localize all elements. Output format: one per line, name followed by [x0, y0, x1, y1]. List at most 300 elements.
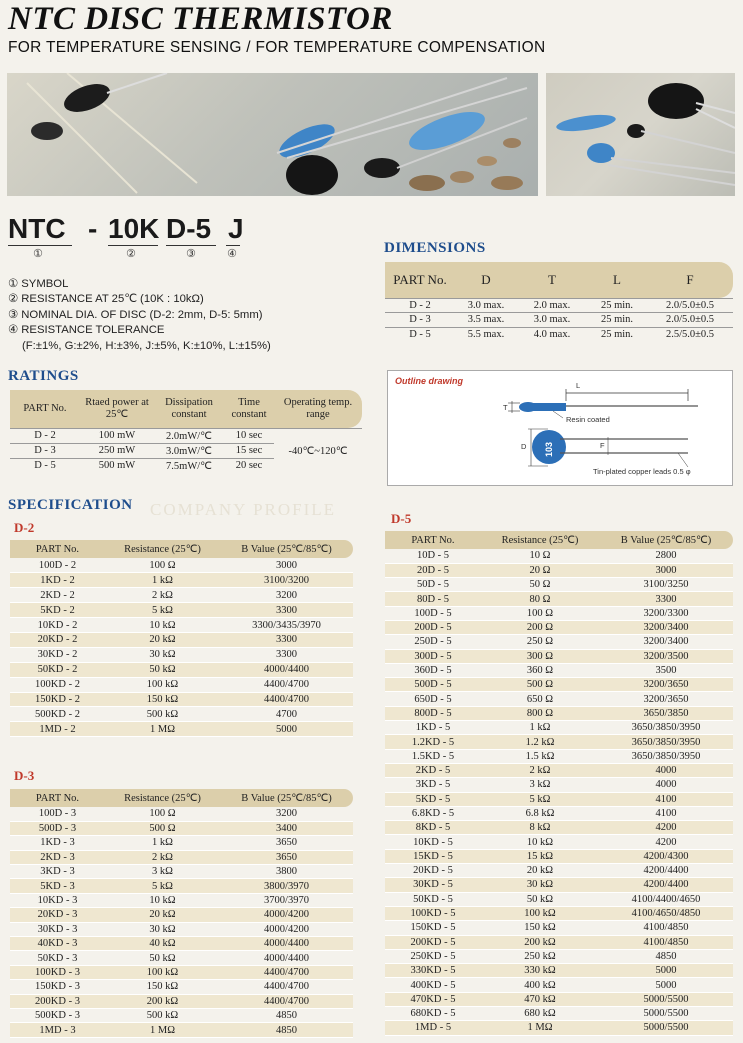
resistance-cell: 5 kΩ — [481, 792, 599, 806]
part-no-cell: 300D - 5 — [385, 649, 481, 663]
table-row — [10, 821, 353, 835]
ratings-table — [10, 390, 362, 473]
resistance-cell: 80 Ω — [481, 592, 599, 606]
b-value-cell: 3650/3850/3950 — [599, 749, 733, 763]
part-no-cell: 100KD - 2 — [10, 677, 105, 692]
b-value-cell: 4200 — [599, 821, 733, 835]
col-header: D — [481, 271, 491, 287]
table-row — [385, 592, 733, 606]
col-header: B Value (25℃/85℃) — [241, 544, 332, 555]
resistance-cell: 3 kΩ — [481, 778, 599, 792]
resistance-cell: 100 kΩ — [481, 906, 599, 920]
b-value-cell: 4000 — [599, 763, 733, 777]
spec-table-d2 — [10, 540, 353, 737]
pn-underline-3 — [166, 245, 216, 246]
cell: 25 min. — [587, 298, 647, 313]
part-no-cell: 10D - 5 — [385, 549, 481, 563]
cell: D - 5 — [385, 327, 455, 342]
pn-segment-diameter: D-5 — [166, 213, 212, 244]
col-header: Resistance (25℃) — [124, 544, 201, 555]
resistance-cell: 50 kΩ — [105, 951, 220, 965]
table-row — [10, 908, 353, 922]
table-row — [10, 965, 353, 979]
b-value-cell: 4850 — [220, 1023, 353, 1037]
b-value-cell: 5000/5500 — [599, 1007, 733, 1021]
col-header: L — [613, 271, 621, 287]
b-value-cell: 4850 — [220, 1008, 353, 1022]
table-row — [385, 678, 733, 692]
b-value-cell: 3200 — [220, 807, 353, 821]
b-value-cell: 4100 — [599, 792, 733, 806]
dim-label-F: F — [600, 441, 605, 450]
part-no-cell: 30KD - 2 — [10, 647, 105, 662]
ratings-heading: RATINGS — [8, 368, 79, 384]
b-value-cell: 4000 — [599, 778, 733, 792]
table-row — [385, 663, 733, 677]
resistance-cell: 470 kΩ — [481, 992, 599, 1006]
b-value-cell: 3300 — [599, 592, 733, 606]
b-value-cell: 3100/3250 — [599, 578, 733, 592]
table-row — [385, 1007, 733, 1021]
resistance-cell: 10 kΩ — [481, 835, 599, 849]
resistance-cell: 30 kΩ — [105, 922, 220, 936]
part-no-cell: 100D - 3 — [10, 807, 105, 821]
part-no-cell: 330KD - 5 — [385, 964, 481, 978]
table-row — [385, 835, 733, 849]
b-value-cell: 4100/4400/4650 — [599, 892, 733, 906]
cell: 15 sec — [224, 443, 274, 458]
resistance-cell: 50 Ω — [481, 578, 599, 592]
col-header: Time constant — [231, 396, 267, 420]
cell: D - 2 — [10, 428, 80, 443]
table-row — [385, 949, 733, 963]
resistance-cell: 500 kΩ — [105, 1008, 220, 1022]
table-row — [385, 749, 733, 763]
pn-marker-2: ② — [126, 247, 136, 260]
resistance-cell: 300 Ω — [481, 649, 599, 663]
part-no-cell: 10KD - 5 — [385, 835, 481, 849]
table-row — [10, 879, 353, 893]
part-no-cell: 80D - 5 — [385, 592, 481, 606]
part-no-cell: 1KD - 2 — [10, 573, 105, 588]
dim-label-L: L — [576, 381, 581, 390]
part-no-cell: 200KD - 5 — [385, 935, 481, 949]
part-no-cell: 6.8KD - 5 — [385, 806, 481, 820]
b-value-cell: 4400/4700 — [220, 994, 353, 1008]
cell: 10 sec — [224, 428, 274, 443]
b-value-cell: 4100/4850 — [599, 935, 733, 949]
col-header: Resistance (25℃) — [124, 793, 201, 804]
part-no-cell: 150KD - 3 — [10, 980, 105, 994]
b-value-cell: 3300 — [220, 632, 353, 647]
table-row — [385, 735, 733, 749]
b-value-cell: 4100 — [599, 806, 733, 820]
part-no-cell: 50KD - 5 — [385, 892, 481, 906]
legend-item: ④ RESISTANCE TOLERANCE — [8, 324, 165, 337]
resistance-cell: 6.8 kΩ — [481, 806, 599, 820]
part-no-cell: 500D - 5 — [385, 678, 481, 692]
b-value-cell: 4100/4850 — [599, 921, 733, 935]
b-value-cell: 4200/4400 — [599, 878, 733, 892]
table-row — [10, 1023, 353, 1037]
b-value-cell: 3700/3970 — [220, 893, 353, 907]
part-no-cell: 40KD - 3 — [10, 937, 105, 951]
table-row — [10, 707, 353, 722]
spec-table-d5 — [385, 531, 733, 1036]
b-value-cell: 3300/3435/3970 — [220, 618, 353, 633]
b-value-cell: 5000 — [599, 978, 733, 992]
legend-item: ② RESISTANCE AT 25℃ (10K : 10kΩ) — [8, 293, 204, 306]
resistance-cell: 100 kΩ — [105, 965, 220, 979]
part-no-cell: 360D - 5 — [385, 663, 481, 677]
cell: 2.0 max. — [517, 298, 587, 313]
part-no-cell: 150KD - 5 — [385, 921, 481, 935]
col-header: Resistance (25℃) — [501, 535, 579, 546]
table-row — [385, 606, 733, 620]
table-row — [385, 327, 733, 342]
resistance-cell: 1 kΩ — [105, 573, 220, 588]
resistance-cell: 1 kΩ — [481, 721, 599, 735]
col-header: Dissipation constant — [165, 396, 213, 420]
table-row — [385, 563, 733, 577]
table-header-row — [385, 262, 733, 298]
table-row — [10, 865, 353, 879]
part-no-cell: 1MD - 3 — [10, 1023, 105, 1037]
operating-range-cell: -40℃~120℃ — [274, 428, 362, 473]
dim-label-T: T — [503, 403, 508, 412]
resistance-cell: 8 kΩ — [481, 821, 599, 835]
resistance-cell: 250 kΩ — [481, 949, 599, 963]
resistance-cell: 650 Ω — [481, 692, 599, 706]
part-no-cell: 2KD - 5 — [385, 763, 481, 777]
part-no-cell: 250D - 5 — [385, 635, 481, 649]
col-header: T — [548, 271, 556, 287]
table-row — [385, 792, 733, 806]
table-row — [385, 578, 733, 592]
b-value-cell: 5000/5500 — [599, 992, 733, 1006]
dim-label-D: D — [521, 442, 527, 451]
table-row — [385, 921, 733, 935]
resistance-cell: 500 Ω — [105, 821, 220, 835]
resistance-cell: 200 kΩ — [481, 935, 599, 949]
resistance-cell: 3 kΩ — [105, 865, 220, 879]
resistance-cell: 20 Ω — [481, 563, 599, 577]
b-value-cell: 3200 — [220, 588, 353, 603]
cell: 2.0/5.0±0.5 — [647, 313, 733, 328]
cell: 100 mW — [80, 428, 154, 443]
table-row — [10, 573, 353, 588]
disc-code: 103 — [544, 441, 554, 457]
pn-marker-3: ③ — [186, 247, 196, 260]
part-no-cell: 3KD - 3 — [10, 865, 105, 879]
part-no-cell: 1KD - 3 — [10, 836, 105, 850]
part-no-cell: 30KD - 5 — [385, 878, 481, 892]
b-value-cell: 3650/3850/3950 — [599, 721, 733, 735]
page-subtitle: FOR TEMPERATURE SENSING / FOR TEMPERATURE COMPENSATION — [8, 39, 546, 56]
b-value-cell: 4200 — [599, 835, 733, 849]
table-row — [385, 620, 733, 634]
table-row — [385, 763, 733, 777]
cell: 25 min. — [587, 327, 647, 342]
pn-underline-4 — [226, 245, 240, 246]
b-value-cell: 3200/3500 — [599, 649, 733, 663]
part-no-cell: 1.2KD - 5 — [385, 735, 481, 749]
resistance-cell: 1 MΩ — [481, 1021, 599, 1035]
table-row — [10, 980, 353, 994]
table-header-row — [385, 531, 733, 549]
part-no-cell: 500KD - 3 — [10, 1008, 105, 1022]
table-row — [10, 951, 353, 965]
resistance-cell: 1 MΩ — [105, 722, 220, 737]
part-no-cell: 400KD - 5 — [385, 978, 481, 992]
part-no-cell: 3KD - 5 — [385, 778, 481, 792]
part-no-cell: 150KD - 2 — [10, 692, 105, 707]
part-no-cell: 10KD - 3 — [10, 893, 105, 907]
resistance-cell: 200 Ω — [481, 620, 599, 634]
part-no-cell: 50KD - 3 — [10, 951, 105, 965]
b-value-cell: 5000 — [599, 964, 733, 978]
b-value-cell: 4200/4400 — [599, 864, 733, 878]
d5-label: D-5 — [391, 511, 412, 526]
b-value-cell: 2800 — [599, 549, 733, 563]
b-value-cell: 4200/4300 — [599, 849, 733, 863]
part-no-cell: 200D - 5 — [385, 620, 481, 634]
part-no-cell: 680KD - 5 — [385, 1007, 481, 1021]
cell: D - 2 — [385, 298, 455, 313]
resistance-cell: 250 Ω — [481, 635, 599, 649]
pn-underline-2 — [108, 245, 158, 246]
cell: D - 3 — [385, 313, 455, 328]
table-row — [10, 893, 353, 907]
table-row — [385, 806, 733, 820]
pn-marker-1: ① — [33, 247, 43, 260]
part-no-cell: 1KD - 5 — [385, 721, 481, 735]
part-no-cell: 1.5KD - 5 — [385, 749, 481, 763]
resistance-cell: 15 kΩ — [481, 849, 599, 863]
resistance-cell: 2 kΩ — [105, 588, 220, 603]
resistance-cell: 360 Ω — [481, 663, 599, 677]
product-photo-main — [7, 73, 538, 196]
col-header: B Value (25℃/85℃) — [241, 793, 332, 804]
part-no-cell: 250KD - 5 — [385, 949, 481, 963]
table-row — [10, 428, 362, 443]
b-value-cell: 4850 — [599, 949, 733, 963]
table-row — [385, 706, 733, 720]
resin-note: Resin coated — [566, 415, 610, 424]
table-row — [10, 937, 353, 951]
product-photo-side — [546, 73, 735, 196]
part-no-cell: 8KD - 5 — [385, 821, 481, 835]
table-row — [10, 922, 353, 936]
thermistor-photo-illustration-2 — [546, 73, 735, 196]
cell: 5.5 max. — [455, 327, 517, 342]
cell: 3.0 max. — [455, 298, 517, 313]
part-no-cell: 100KD - 5 — [385, 906, 481, 920]
legend-item: ③ NOMINAL DIA. OF DISC (D-2: 2mm, D-5: 5mm) — [8, 308, 263, 321]
b-value-cell: 3300 — [220, 647, 353, 662]
part-no-cell: 100KD - 3 — [10, 965, 105, 979]
b-value-cell: 4000/4200 — [220, 908, 353, 922]
table-row — [385, 721, 733, 735]
b-value-cell: 5000 — [220, 722, 353, 737]
b-value-cell: 3650 — [220, 850, 353, 864]
col-header: PART No. — [393, 271, 447, 287]
part-no-cell: 30KD - 3 — [10, 922, 105, 936]
resistance-cell: 150 kΩ — [481, 921, 599, 935]
cell: D - 5 — [10, 458, 80, 473]
resistance-cell: 50 kΩ — [105, 662, 220, 677]
part-number-legend — [8, 277, 271, 354]
resistance-cell: 2 kΩ — [105, 850, 220, 864]
table-row — [10, 836, 353, 850]
b-value-cell: 3000 — [220, 558, 353, 573]
legend-item: ① SYMBOL — [8, 278, 69, 290]
b-value-cell: 4000/4400 — [220, 951, 353, 965]
table-row — [385, 892, 733, 906]
table-row — [10, 722, 353, 737]
table-row — [10, 662, 353, 677]
dimensions-heading: DIMENSIONS — [384, 240, 486, 256]
b-value-cell: 3100/3200 — [220, 573, 353, 588]
resistance-cell: 150 kΩ — [105, 692, 220, 707]
b-value-cell: 3500 — [599, 663, 733, 677]
resistance-cell: 330 kΩ — [481, 964, 599, 978]
d3-label: D-3 — [14, 768, 35, 783]
part-no-cell: 2KD - 3 — [10, 850, 105, 864]
part-no-cell: 650D - 5 — [385, 692, 481, 706]
cell: 20 sec — [224, 458, 274, 473]
table-row — [385, 298, 733, 313]
b-value-cell: 4700 — [220, 707, 353, 722]
b-value-cell: 3200/3400 — [599, 620, 733, 634]
b-value-cell: 4000/4200 — [220, 922, 353, 936]
b-value-cell: 3650 — [220, 836, 353, 850]
table-row — [10, 558, 353, 573]
cell: 4.0 max. — [517, 327, 587, 342]
dimensions-table — [385, 262, 733, 342]
specification-heading: SPECIFICATION — [8, 497, 133, 513]
table-header-row — [10, 540, 353, 558]
resistance-cell: 10 kΩ — [105, 618, 220, 633]
resistance-cell: 20 kΩ — [105, 908, 220, 922]
cell: 2.0/5.0±0.5 — [647, 298, 733, 313]
resistance-cell: 30 kΩ — [105, 647, 220, 662]
table-row — [385, 778, 733, 792]
pn-segment-tolerance: J — [228, 213, 244, 244]
b-value-cell: 5000/5500 — [599, 1021, 733, 1035]
b-value-cell: 4100/4650/4850 — [599, 906, 733, 920]
part-no-cell: 470KD - 5 — [385, 992, 481, 1006]
table-row — [385, 692, 733, 706]
part-no-cell: 500KD - 2 — [10, 707, 105, 722]
table-row — [10, 618, 353, 633]
resistance-cell: 5 kΩ — [105, 603, 220, 618]
resistance-cell: 500 kΩ — [105, 707, 220, 722]
table-row — [385, 978, 733, 992]
table-row — [385, 635, 733, 649]
cell: 500 mW — [80, 458, 154, 473]
col-header: PART No. — [411, 534, 455, 546]
resistance-cell: 30 kΩ — [481, 878, 599, 892]
resistance-cell: 1 kΩ — [105, 836, 220, 850]
b-value-cell: 4400/4700 — [220, 980, 353, 994]
outline-label: Outline drawing — [395, 376, 464, 386]
table-row — [385, 821, 733, 835]
table-row — [385, 313, 733, 328]
spec-table-d3 — [10, 789, 353, 1038]
b-value-cell: 3300 — [220, 603, 353, 618]
part-no-cell: 100D - 2 — [10, 558, 105, 573]
part-no-cell: 50KD - 2 — [10, 662, 105, 677]
part-no-cell: 1MD - 2 — [10, 722, 105, 737]
b-value-cell: 4400/4700 — [220, 692, 353, 707]
part-no-cell: 20KD - 5 — [385, 864, 481, 878]
part-no-cell: 20KD - 2 — [10, 632, 105, 647]
table-header-row — [10, 390, 362, 428]
b-value-cell: 4400/4700 — [220, 677, 353, 692]
resistance-cell: 400 kΩ — [481, 978, 599, 992]
watermark: COMPANY PROFILE — [150, 500, 337, 519]
table-row — [10, 632, 353, 647]
part-no-cell: 5KD - 3 — [10, 879, 105, 893]
part-no-cell: 800D - 5 — [385, 706, 481, 720]
b-value-cell: 3800/3970 — [220, 879, 353, 893]
table-row — [10, 603, 353, 618]
resistance-cell: 680 kΩ — [481, 1007, 599, 1021]
table-row — [10, 807, 353, 821]
resistance-cell: 500 Ω — [481, 678, 599, 692]
table-row — [385, 1021, 733, 1035]
resistance-cell: 100 Ω — [105, 807, 220, 821]
b-value-cell: 3200/3650 — [599, 692, 733, 706]
col-header: PART No. — [23, 402, 67, 414]
table-row — [10, 588, 353, 603]
cell: D - 3 — [10, 443, 80, 458]
table-row — [10, 1008, 353, 1022]
resistance-cell: 150 kΩ — [105, 980, 220, 994]
b-value-cell: 3200/3650 — [599, 678, 733, 692]
part-no-cell: 5KD - 2 — [10, 603, 105, 618]
pn-segment-dash: - — [88, 213, 98, 244]
col-header: F — [686, 271, 694, 287]
resistance-cell: 40 kΩ — [105, 937, 220, 951]
b-value-cell: 3800 — [220, 865, 353, 879]
b-value-cell: 4400/4700 — [220, 965, 353, 979]
table-row — [385, 992, 733, 1006]
cell: 25 min. — [587, 313, 647, 328]
part-no-cell: 15KD - 5 — [385, 849, 481, 863]
resistance-cell: 10 Ω — [481, 549, 599, 563]
col-header: B Value (25℃/85℃) — [620, 535, 712, 546]
resistance-cell: 1.5 kΩ — [481, 749, 599, 763]
cell: 3.0 max. — [517, 313, 587, 328]
table-row — [385, 849, 733, 863]
cell: 7.5mW/℃ — [154, 458, 224, 473]
resistance-cell: 5 kΩ — [105, 879, 220, 893]
col-header: PART No. — [35, 792, 80, 804]
resistance-cell: 800 Ω — [481, 706, 599, 720]
b-value-cell: 3650/3850/3950 — [599, 735, 733, 749]
part-no-cell: 10KD - 2 — [10, 618, 105, 633]
part-no-cell: 1MD - 5 — [385, 1021, 481, 1035]
b-value-cell: 3400 — [220, 821, 353, 835]
legend-item: (F:±1%, G:±2%, H:±3%, J:±5%, K:±10%, L:±15%) — [22, 339, 271, 352]
table-row — [385, 935, 733, 949]
table-row — [10, 850, 353, 864]
table-row — [385, 649, 733, 663]
resistance-cell: 1.2 kΩ — [481, 735, 599, 749]
b-value-cell: 3650/3850 — [599, 706, 733, 720]
